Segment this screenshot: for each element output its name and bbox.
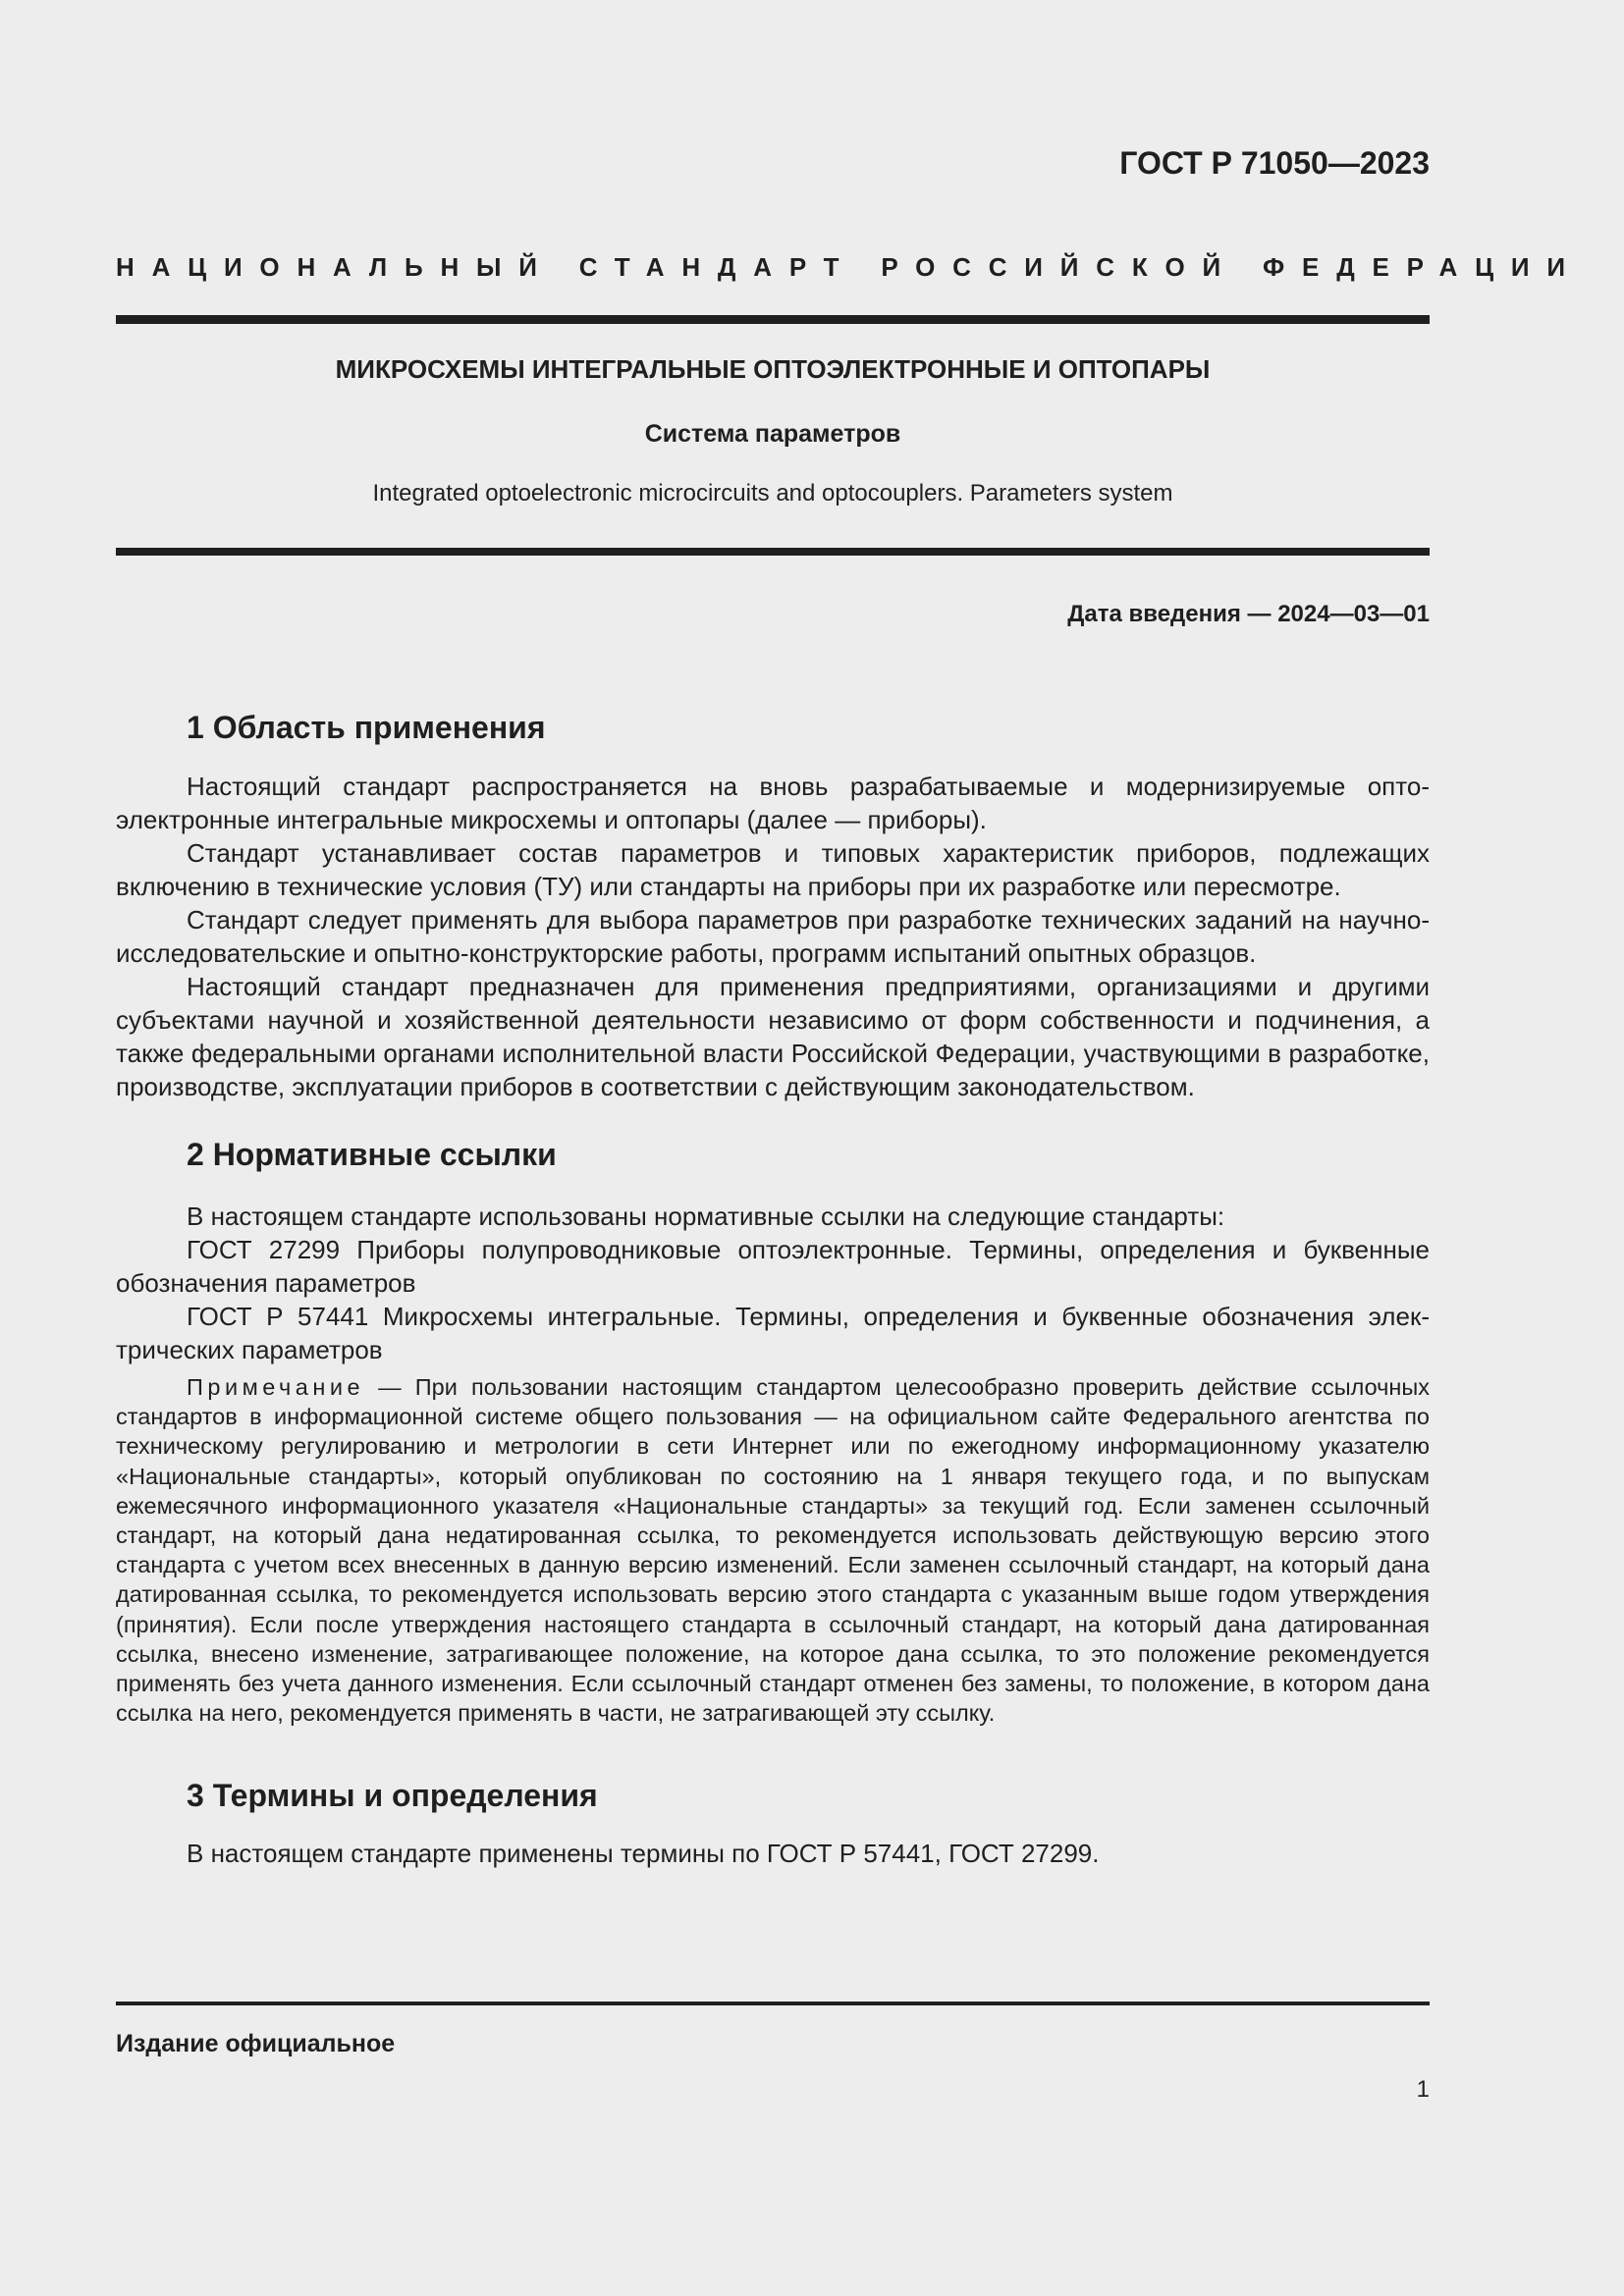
paragraph: В настоящем стандарте применены термины по ГОСТ Р 57441, ГОСТ 27299.: [187, 1839, 1100, 1868]
document-title: МИКРОСХЕМЫ ИНТЕГРАЛЬНЫЕ ОПТОЭЛЕКТРОННЫЕ И ОПТОПАРЫ: [335, 354, 1211, 384]
paragraph: Настоящий стандарт предназначен для применения предприятиями, организациями и другими субъектами научной и хозяйственной деятельности независимо от форм собственности и подчинения, а также федеральными органами исполнительной власти Российской Федерации, участвующими в разработке, производстве, эксплуатации приборов в соответствии с действующим законодательством.: [116, 972, 1430, 1101]
document-subtitle: Система параметров: [644, 420, 901, 448]
reference-item: ГОСТ Р 57441 Микросхемы интегральные. Термины, определения и буквенные обозначения электрических параметров: [116, 1302, 1430, 1364]
top-divider: [116, 315, 1430, 324]
section-heading-terms: 3 Термины и определения: [187, 1778, 598, 1813]
english-title: Integrated optoelectronic microcircuits and optocouplers. Parameters system: [372, 480, 1173, 507]
references-note: [116, 1372, 1430, 1728]
section-body-references: [116, 1200, 1430, 1366]
section-heading-references: 2 Нормативные ссылки: [187, 1137, 557, 1172]
document-number: ГОСТ Р 71050—2023: [1119, 145, 1430, 181]
page-number: 1: [1416, 2076, 1430, 2103]
national-standard-banner: НАЦИОНАЛЬНЫЙ СТАНДАРТ РОССИЙСКОЙ ФЕДЕРАЦИИ: [116, 252, 1583, 282]
paragraph: В настоящем стандарте использованы нормативные ссылки на следующие стандарты:: [187, 1201, 1225, 1231]
official-edition-label: Издание официальное: [116, 2030, 396, 2057]
paragraph: Настоящий стандарт распространяется на вновь разрабатываемые и модернизируемые оптоэлектронные интегральные микросхемы и оптопары (далее — приборы).: [116, 772, 1430, 834]
paragraph: Стандарт устанавливает состав параметров и типовых характеристик приборов, подлежащих включению в технические условия (ТУ) или стандарты на приборы при их разработке или пересмотре.: [116, 838, 1430, 901]
section-body-terms: [116, 1837, 1430, 1870]
title-divider: [116, 548, 1430, 556]
section-body-scope: [116, 770, 1430, 1103]
section-heading-scope: 1 Область применения: [187, 710, 546, 745]
reference-item: ГОСТ 27299 Приборы полупроводниковые оптоэлектронные. Термины, определения и буквенные обозначения параметров: [116, 1235, 1430, 1298]
introduction-date: Дата введения — 2024—03—01: [1067, 601, 1430, 627]
note-text: — При пользовании настоящим стандартом целесообразно проверить действие ссылочных стандартов в информационной системе общего пользования — на официальном сайте Федерального агентства по техническому регулированию и метрологии в сети Интернет или по ежегодному информационному указателю «Национальные стандарты», который опубликован по состоянию на 1 января текущего года, и по выпускам ежемесячного информационного указателя «Национальные стандарты» за текущий год. Если заменен ссылочный стандарт, на который дана недатированная ссылка, то рекомендуется использовать действующую версию этого стандарта с учетом всех внесенных в данную версию изменений. Если заменен ссылочный стандарт, на который дана датированная ссылка, то рекомендуется использовать версию этого стандарта с указанным выше годом утверждения (принятия). Если после утверждения настоящего стандарта в ссылочный стандарт, на который дана датированная ссылка, внесено изменение, затрагивающее положение, на которое дана ссылка, то это положение рекомендуется применять без учета данного изменения. Если ссылочный стандарт отменен без замены, то положение, в котором дана ссылка на него, рекомендуется применять в части, не затрагивающей эту ссылку.: [116, 1374, 1430, 1727]
footer-divider: [116, 2002, 1430, 2005]
note-label: Примечание: [187, 1374, 365, 1400]
paragraph: Стандарт следует применять для выбора параметров при разработке технических заданий на научно-исследовательские и опытно-конструкторские работы, программ испытаний опытных образцов.: [116, 905, 1430, 968]
